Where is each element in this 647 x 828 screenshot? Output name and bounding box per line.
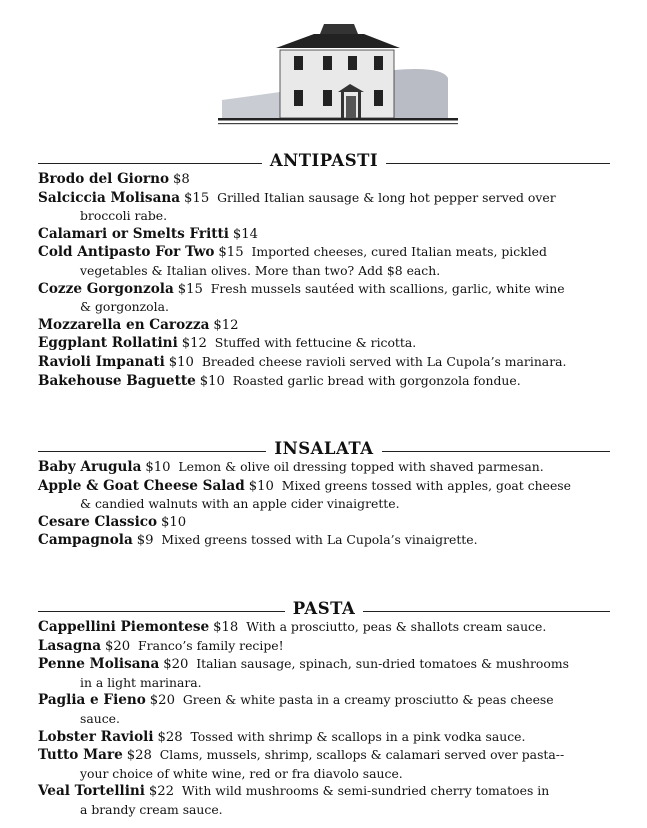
item-description: Stuffed with fettucine & ricotta.	[214, 335, 417, 351]
item-price: $20	[104, 638, 131, 654]
item-name: Cozze Gorgonzola	[38, 280, 174, 297]
item-description-cont: vegetables & Italian olives. More than two? Add $8 each.	[80, 262, 441, 278]
item-description-cont: sauce.	[80, 710, 120, 726]
header-rule	[386, 162, 610, 164]
item-description: Roasted garlic bread with gorgonzola fondue.	[232, 372, 521, 388]
item-name: Calamari or Smelts Fritti	[38, 225, 229, 242]
menu-item	[38, 243, 618, 279]
item-description: With a prosciutto, peas & shallots cream sauce.	[246, 619, 547, 634]
menu-item	[38, 477, 618, 513]
item-name: Cappellini Piemontese	[38, 619, 210, 635]
item-price: $10	[168, 354, 194, 370]
item-description: Green & white pasta in a creamy prosciutto & peas cheese	[182, 692, 554, 708]
item-price: $20	[163, 657, 189, 673]
item-description-cont: a brandy cream sauce.	[80, 801, 223, 817]
item-name: Baby Arugula	[38, 459, 142, 475]
item-name: Penne Molisana	[38, 656, 160, 673]
section-header-antipasti	[38, 148, 610, 170]
menu-item	[38, 618, 618, 637]
section-header-insalata	[38, 436, 610, 458]
item-description: Italian sausage, spinach, sun-dried tomatoes & mushrooms	[196, 656, 569, 672]
menu-item	[38, 225, 618, 244]
item-name: Paglia e Fieno	[38, 692, 146, 709]
section-title: ANTIPASTI	[269, 151, 379, 170]
item-name: Mozzarella en Carozza	[38, 316, 210, 333]
item-price: $15	[184, 190, 210, 206]
menu-item	[38, 189, 618, 225]
item-name: Tutto Mare	[38, 747, 123, 764]
item-description: Franco’s family recipe!	[138, 637, 284, 653]
item-price: $20	[149, 693, 175, 709]
menu-item	[38, 655, 618, 691]
item-description: With wild mushrooms & semi-sundried cherry tomatoes in	[181, 783, 550, 799]
item-name: Campagnola	[38, 532, 133, 549]
header-rule	[38, 162, 262, 164]
section-header-pasta	[38, 596, 610, 618]
menu-item	[38, 170, 618, 189]
menu-item	[38, 280, 618, 316]
item-price: $28	[126, 748, 152, 764]
item-name: Lasagna	[38, 637, 102, 654]
menu-item	[38, 353, 618, 372]
item-name: Brodo del Giorno	[38, 171, 170, 187]
item-description: Lemon & olive oil dressing topped with shaved parmesan.	[178, 459, 544, 474]
item-price: $10	[161, 514, 187, 530]
menu-item	[38, 728, 618, 747]
item-description: Grilled Italian sausage & long hot pepper served over	[217, 189, 556, 205]
header-rule	[38, 450, 266, 452]
header-rule	[38, 610, 285, 612]
item-description-cont: your choice of white wine, red or fra diavolo sauce.	[80, 765, 403, 781]
header-rule	[382, 450, 610, 452]
item-description-cont: & gorgonzola.	[80, 299, 169, 315]
menu-item	[38, 372, 618, 391]
item-price: $10	[248, 478, 274, 494]
item-price: $9	[136, 533, 154, 549]
menu-item	[38, 458, 618, 477]
menu-item	[38, 513, 618, 532]
item-name: Apple & Goat Cheese Salad	[38, 477, 245, 494]
section-title: PASTA	[292, 599, 356, 618]
item-price: $10	[145, 460, 171, 475]
menu-item	[38, 334, 618, 353]
item-name: Eggplant Rollatini	[38, 335, 178, 352]
item-price: $15	[218, 245, 244, 261]
item-price: $18	[213, 620, 239, 635]
header-rule	[363, 610, 610, 612]
item-price: $8	[172, 172, 190, 187]
item-price: $12	[181, 336, 207, 352]
item-name: Bakehouse Baguette	[38, 372, 196, 389]
item-description: Tossed with shrimp & scallops in a pink vodka sauce.	[190, 728, 526, 744]
item-description: Clams, mussels, shrimp, scallops & calamari served over pasta--	[159, 747, 565, 763]
item-description-cont: & candied walnuts with an apple cider vinaigrette.	[80, 496, 400, 512]
menu-item	[38, 531, 618, 550]
item-description-cont: in a light marinara.	[80, 674, 202, 690]
section-title: INSALATA	[274, 439, 374, 458]
item-price: $22	[148, 784, 175, 800]
villa-logo	[218, 8, 458, 130]
menu-item	[38, 746, 618, 782]
pasta-list	[38, 618, 618, 819]
menu-item	[38, 691, 618, 727]
item-price: $14	[232, 226, 259, 242]
item-name: Cold Antipasto For Two	[38, 244, 215, 261]
menu-item	[38, 782, 618, 818]
item-description: Mixed greens tossed with apples, goat cheese	[281, 477, 571, 493]
antipasti-list	[38, 170, 618, 390]
item-price: $28	[157, 729, 183, 745]
item-price: $12	[213, 317, 239, 333]
item-description: Imported cheeses, cured Italian meats, pickled	[251, 244, 547, 260]
item-description: Mixed greens tossed with La Cupola’s vinaigrette.	[161, 532, 478, 548]
item-description-cont: broccoli rabe.	[80, 208, 168, 224]
item-description: Breaded cheese ravioli served with La Cupola’s marinara.	[201, 353, 567, 369]
menu-item	[38, 637, 618, 656]
menu-item	[38, 316, 618, 335]
item-name: Ravioli Impanati	[38, 353, 165, 370]
insalata-list	[38, 458, 618, 550]
item-description: Fresh mussels sautéed with scallions, garlic, white wine	[210, 280, 565, 296]
item-name: Veal Tortellini	[38, 783, 145, 800]
item-name: Cesare Classico	[38, 513, 158, 530]
item-price: $15	[177, 281, 203, 297]
item-name: Salciccia Molisana	[38, 189, 181, 206]
item-name: Lobster Ravioli	[38, 728, 154, 745]
item-price: $10	[199, 373, 225, 389]
